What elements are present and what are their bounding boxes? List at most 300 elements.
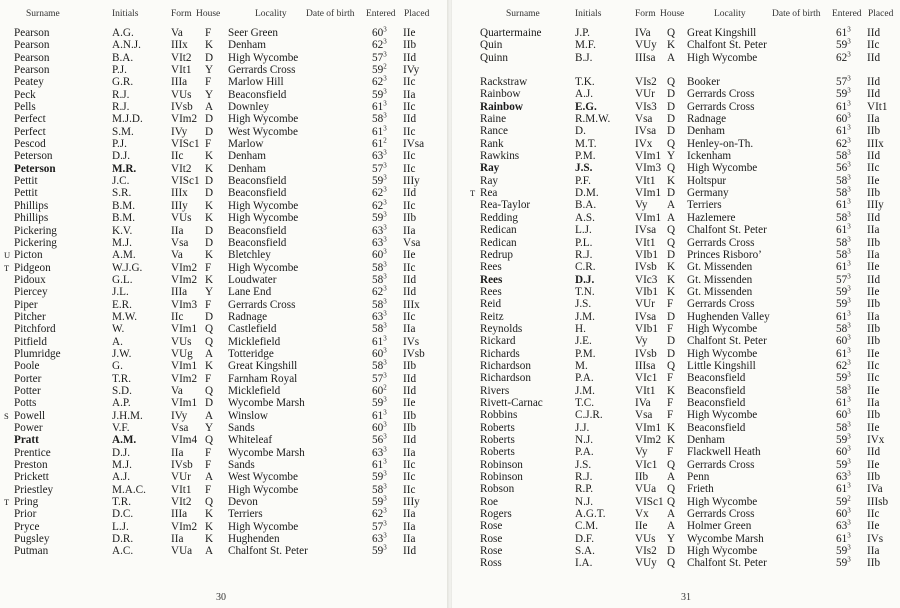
locality-cell: Winslow — [228, 409, 268, 422]
placed-cell: IVsa — [403, 138, 425, 151]
surname-cell: Pells — [14, 101, 36, 114]
form-cell: IIe — [635, 520, 648, 533]
entered-year: 59 — [372, 64, 384, 77]
placed-cell: IVs — [403, 335, 420, 348]
entered-year: 62 — [372, 39, 384, 52]
placed-cell: IId — [403, 113, 417, 126]
form-cell: VUa — [635, 483, 657, 496]
entered-year: 61 — [836, 224, 848, 237]
surname-cell: Pidoux — [14, 273, 46, 286]
initials-cell: A.C. — [112, 545, 134, 558]
surname-cell: Potts — [14, 397, 37, 410]
locality-cell: Sands — [228, 459, 255, 472]
initials-cell: A.J. — [575, 88, 594, 101]
entered-term: 3 — [383, 370, 387, 379]
initials-cell: R.M.W. — [575, 113, 611, 126]
initials-cell: S.A. — [575, 545, 595, 558]
form-cell: VUr — [635, 88, 655, 101]
entered-year: 63 — [372, 533, 384, 546]
entered-term: 3 — [383, 198, 387, 207]
form-cell: VUs — [635, 532, 656, 545]
house-cell: K — [205, 150, 214, 163]
placed-cell: IIa — [403, 446, 416, 459]
initials-cell: B.A. — [575, 199, 597, 212]
entered-year: 60 — [372, 384, 384, 397]
form-cell: IIa — [171, 224, 184, 237]
locality-cell: Beaconsfield — [228, 224, 287, 237]
placed-cell: IIe — [867, 261, 880, 274]
entered-term: 3 — [847, 160, 851, 169]
table-row — [452, 27, 900, 39]
initials-cell: J.L. — [112, 286, 129, 299]
initials-cell: A.G.T. — [575, 508, 606, 521]
placed-cell: IIb — [867, 125, 881, 138]
form-cell: VIb1 — [635, 322, 658, 335]
locality-cell: Gerrards Cross — [687, 88, 755, 101]
entered-year: 63 — [372, 150, 384, 163]
surname-cell: Potter — [14, 384, 41, 397]
initials-cell: K.V. — [112, 224, 133, 237]
table-row — [0, 237, 448, 249]
table-row — [0, 296, 448, 311]
locality-cell: High Wycombe — [228, 51, 299, 64]
entered-term: 3 — [383, 346, 387, 355]
entered-term: 3 — [383, 272, 387, 281]
placed-cell: IIIsb — [867, 495, 889, 508]
entered-term: 3 — [383, 296, 387, 305]
house-cell: F — [667, 409, 674, 422]
entered-year: 61 — [836, 396, 848, 409]
entered-cell — [836, 49, 851, 64]
surname-cell: Poole — [14, 360, 40, 373]
entered-year: 58 — [836, 248, 848, 261]
locality-cell: Loudwater — [228, 273, 277, 286]
placed-cell: IIe — [403, 27, 416, 39]
entered-year: 61 — [836, 347, 848, 360]
table-row — [0, 348, 448, 360]
table-row — [0, 212, 448, 224]
initials-cell: W. — [112, 323, 125, 336]
locality-cell: Bletchley — [228, 249, 271, 262]
locality-cell: Beaconsfield — [687, 372, 746, 385]
entered-year: 61 — [372, 101, 384, 114]
entered-year: 59 — [836, 495, 848, 508]
locality-cell: Radnage — [687, 113, 727, 126]
house-cell: D — [205, 187, 214, 200]
entered-year: 62 — [372, 187, 384, 200]
placed-cell: IIe — [867, 520, 880, 533]
locality-cell: High Wycombe — [228, 113, 299, 126]
initials-cell: B.M. — [112, 212, 136, 225]
placed-cell: IIb — [867, 409, 881, 422]
surname-cell: Rees — [480, 273, 503, 286]
form-cell: VUr — [635, 298, 655, 311]
locality-cell: Chalfont St. Peter — [687, 335, 767, 348]
entered-term: 3 — [847, 148, 851, 157]
locality-cell: Micklefield — [228, 384, 281, 397]
form-cell: VUs — [171, 88, 192, 101]
initials-cell: J.S. — [575, 298, 592, 311]
form-cell: IIIa — [171, 286, 188, 299]
entered-year: 58 — [372, 273, 384, 286]
placed-cell: IId — [403, 372, 417, 385]
surname-cell: Putman — [14, 545, 49, 558]
surname-cell: Roberts — [480, 434, 515, 446]
entered-term: 3 — [847, 173, 851, 182]
table-row — [452, 323, 900, 335]
placed-cell: IIe — [403, 397, 416, 410]
entered-year: 61 — [836, 100, 848, 113]
prefix-mark: T — [4, 262, 10, 273]
table-row — [0, 49, 448, 64]
locality-cell: Denham — [687, 434, 725, 446]
house-cell: F — [667, 372, 674, 385]
initials-cell: G.L. — [112, 273, 133, 286]
initials-cell: L.J. — [575, 224, 592, 237]
entered-term: 3 — [383, 457, 387, 466]
entered-year: 62 — [372, 286, 384, 299]
surname-cell: Reitz — [480, 310, 504, 323]
table-row — [0, 533, 448, 545]
entered-year: 61 — [836, 483, 848, 496]
locality-cell: Booker — [687, 76, 720, 89]
locality-cell: Gt. Missenden — [687, 261, 753, 274]
placed-cell: IIc — [403, 471, 416, 484]
form-cell: VIm1 — [171, 397, 198, 410]
house-cell: Q — [667, 483, 676, 496]
house-cell: Q — [667, 458, 676, 471]
locality-cell: Hughenden Valley — [687, 310, 770, 323]
placed-cell: IIc — [867, 372, 880, 385]
placed-cell: IIc — [403, 162, 416, 175]
entered-term: 3 — [847, 49, 851, 58]
entered-year: 58 — [372, 323, 384, 336]
house-cell: K — [667, 174, 676, 187]
page-number: 30 — [216, 592, 226, 603]
initials-cell: D.C. — [112, 508, 134, 521]
form-cell: IVx — [635, 137, 653, 150]
form-cell: VUa — [171, 545, 193, 558]
table-row — [0, 113, 448, 125]
entered-year: 59 — [836, 434, 848, 446]
entered-year: 59 — [372, 175, 384, 188]
initials-cell: J.M. — [575, 310, 595, 323]
register-list — [0, 27, 448, 558]
initials-cell: D.F. — [575, 532, 594, 545]
form-cell: IVsa — [635, 125, 657, 138]
initials-cell: P.L. — [575, 236, 593, 249]
entered-year: 59 — [372, 212, 384, 225]
locality-cell: Denham — [228, 150, 266, 163]
entered-year: 59 — [836, 458, 848, 471]
entered-year: 61 — [836, 532, 848, 545]
house-cell: K — [205, 162, 214, 175]
entered-term: 3 — [383, 358, 387, 367]
placed-cell: IIa — [403, 533, 416, 546]
placed-cell: IIa — [403, 508, 416, 521]
form-cell: VUs — [171, 212, 192, 225]
entered-term: 3 — [383, 259, 387, 268]
locality-cell: Terriers — [687, 199, 722, 212]
locality-cell: Beaconsfield — [228, 88, 287, 101]
surname-cell: Pettit — [14, 187, 38, 200]
house-cell: K — [205, 508, 214, 521]
entered-term: 3 — [383, 222, 387, 231]
table-row — [452, 187, 900, 199]
form-cell: VIs2 — [635, 76, 657, 89]
entered-year: 61 — [836, 310, 848, 323]
surname-cell: Pearson — [14, 51, 50, 64]
placed-cell: IId — [403, 545, 417, 558]
entered-term: 3 — [383, 395, 387, 404]
entered-year: 60 — [836, 508, 848, 521]
entered-year: 57 — [372, 372, 384, 385]
surname-cell: Pickering — [14, 236, 57, 249]
locality-cell: Germany — [687, 187, 729, 200]
table-row — [0, 545, 448, 557]
surname-cell: Raine — [480, 113, 507, 126]
entered-term: 3 — [383, 469, 387, 478]
surname-cell: Quartermaine — [480, 27, 542, 39]
house-cell: D — [667, 335, 676, 348]
entered-term: 3 — [847, 136, 851, 145]
form-cell: IVy — [171, 409, 188, 422]
table-row — [0, 360, 448, 372]
locality-cell: Denham — [228, 39, 266, 52]
form-cell: IVsb — [635, 261, 657, 274]
house-cell: D — [205, 51, 214, 64]
table-row — [0, 150, 448, 162]
initials-cell: N.J. — [575, 434, 594, 446]
surname-cell: Piercey — [14, 286, 48, 299]
placed-cell: IIc — [403, 310, 416, 323]
house-cell: D — [667, 187, 676, 200]
table-row — [452, 271, 900, 286]
table-row — [452, 199, 900, 211]
entered-term: 3 — [847, 25, 851, 34]
table-row — [0, 200, 448, 212]
table-row — [0, 86, 448, 101]
initials-cell: J.M. — [575, 384, 595, 397]
surname-cell: Pitcher — [14, 310, 46, 323]
placed-cell: IId — [403, 434, 417, 447]
entered-year: 60 — [372, 422, 384, 434]
locality-cell: Flackwell Heath — [687, 446, 761, 459]
house-cell: F — [205, 446, 212, 459]
entered-term: 3 — [847, 308, 851, 317]
entered-year: 58 — [372, 113, 384, 126]
surname-cell: Redican — [480, 224, 517, 237]
table-row — [0, 385, 448, 397]
surname-cell: Phillips — [14, 212, 49, 225]
entered-year: 56 — [836, 162, 848, 175]
surname-cell: Rivers — [480, 384, 510, 397]
placed-cell: IIb — [403, 212, 417, 225]
locality-cell: Beaconsfield — [228, 187, 287, 200]
initials-cell: M. — [575, 359, 588, 372]
initials-cell: N.J. — [575, 495, 594, 508]
initials-cell: P.J. — [112, 138, 127, 151]
surname-cell: Reid — [480, 298, 502, 311]
initials-cell: R.J. — [112, 101, 130, 114]
placed-cell: VIt1 — [867, 100, 888, 113]
initials-cell: J.E. — [575, 335, 592, 348]
placed-cell: IIb — [403, 422, 417, 434]
entered-year: 61 — [836, 27, 848, 39]
locality-cell: Gerrards Cross — [687, 236, 755, 249]
initials-cell: D.M. — [575, 187, 599, 200]
house-cell: K — [667, 39, 676, 52]
surname-cell: Pidgeon — [14, 261, 51, 274]
table-row — [452, 471, 900, 483]
surname-cell: Rackstraw — [480, 76, 528, 89]
entered-year: 59 — [836, 88, 848, 101]
initials-cell: R.J. — [112, 88, 130, 101]
entered-year: 57 — [372, 520, 384, 533]
surname-cell: Robinson — [480, 458, 523, 471]
initials-cell: M.F. — [575, 39, 596, 52]
initials-cell: M.T. — [575, 137, 597, 150]
surname-cell: Pryce — [14, 520, 40, 533]
locality-cell: Beaconsfield — [228, 236, 287, 249]
initials-cell: C.J.R. — [575, 409, 603, 422]
form-cell: VIm2 — [171, 113, 198, 126]
entered-term: 3 — [847, 259, 851, 268]
form-cell: Va — [171, 27, 183, 39]
locality-cell: Wycombe Marsh — [687, 532, 764, 545]
placed-cell: IIa — [867, 248, 880, 261]
table-row — [452, 508, 900, 520]
entered-term: 3 — [383, 333, 387, 342]
locality-cell: High Wycombe — [687, 409, 758, 422]
placed-cell: IIa — [867, 224, 880, 237]
placed-cell: IIe — [867, 384, 880, 397]
form-cell: VIm4 — [171, 434, 198, 447]
header-dob: Date of birth — [306, 9, 355, 19]
surname-cell: Pearson — [14, 39, 50, 52]
header-initials: Initials — [575, 9, 602, 19]
form-cell: VIs2 — [635, 545, 657, 558]
entered-year: 63 — [836, 520, 848, 533]
entered-term: 3 — [847, 222, 851, 231]
table-row — [452, 335, 900, 347]
initials-cell: B.A. — [112, 51, 134, 64]
house-cell: Y — [667, 150, 676, 163]
initials-cell: A.M. — [112, 249, 136, 262]
entered-year: 57 — [372, 51, 384, 64]
entered-term: 3 — [847, 444, 851, 453]
initials-cell: J.C. — [112, 175, 130, 188]
initials-cell: A.S. — [575, 211, 595, 224]
form-cell: IIIa — [171, 76, 188, 89]
locality-cell: Little Kingshill — [687, 359, 756, 372]
form-cell: IIc — [171, 150, 184, 163]
form-cell: VIt2 — [171, 162, 192, 175]
placed-cell: IIb — [403, 409, 417, 422]
table-row — [0, 187, 448, 199]
form-cell: IVsa — [635, 224, 657, 237]
placed-cell: IIIy — [403, 496, 420, 509]
locality-cell: High Wycombe — [687, 322, 758, 335]
locality-cell: Beaconsfield — [687, 421, 746, 434]
house-cell: D — [667, 347, 676, 360]
placed-cell: IId — [867, 446, 881, 459]
locality-cell: Hazlemere — [687, 211, 736, 224]
locality-cell: Lane End — [228, 286, 272, 299]
table-row — [452, 382, 900, 397]
header-dob: Date of birth — [772, 9, 821, 19]
table-row — [0, 434, 448, 446]
house-cell: F — [667, 322, 674, 335]
form-cell: IIIx — [171, 39, 188, 52]
table-row — [452, 39, 900, 51]
house-cell: D — [205, 224, 214, 237]
locality-cell: High Wycombe — [687, 495, 758, 508]
house-cell: D — [667, 88, 676, 101]
entered-year: 57 — [836, 273, 848, 286]
entered-year: 61 — [836, 125, 848, 138]
table-row — [452, 493, 900, 508]
placed-cell: IIc — [867, 162, 880, 175]
placed-cell: IId — [867, 150, 881, 163]
placed-cell: IIb — [867, 298, 881, 311]
table-row — [452, 345, 900, 360]
house-cell: F — [667, 446, 674, 459]
table-row — [452, 175, 900, 187]
house-cell: F — [205, 459, 212, 472]
house-cell: D — [667, 248, 676, 261]
surname-cell: Perfect — [14, 113, 46, 126]
initials-cell: A.M. — [112, 434, 137, 447]
placed-cell: IId — [403, 51, 417, 64]
entered-term: 3 — [847, 481, 851, 490]
initials-cell: J.W. — [112, 347, 132, 360]
table-row — [452, 162, 900, 174]
entered-year: 58 — [836, 322, 848, 335]
table-row — [0, 286, 448, 298]
initials-cell: M.J. — [112, 459, 132, 472]
initials-cell: J.S. — [575, 162, 593, 175]
house-cell: K — [205, 360, 214, 373]
surname-cell: Pickering — [14, 224, 57, 237]
locality-cell: Radnage — [228, 310, 268, 323]
locality-cell: Farnham Royal — [228, 372, 298, 385]
surname-cell: Rees — [480, 261, 502, 274]
house-cell: D — [205, 125, 214, 138]
form-cell: VIm1 — [635, 211, 662, 224]
surname-cell: Reynolds — [480, 322, 523, 335]
initials-cell: A.J. — [112, 471, 131, 484]
house-cell: D — [205, 236, 214, 249]
house-cell: A — [667, 508, 676, 521]
initials-cell: D. — [575, 125, 586, 138]
entered-term: 3 — [383, 148, 387, 157]
initials-cell: D.R. — [112, 533, 134, 546]
table-row — [0, 333, 448, 348]
form-cell: Vx — [635, 508, 649, 521]
entered-year: 58 — [836, 211, 848, 224]
initials-cell: G.R. — [112, 76, 134, 89]
locality-cell: High Wycombe — [687, 51, 758, 64]
initials-cell: I.A. — [575, 557, 593, 570]
table-row — [452, 98, 900, 113]
entered-term: 3 — [847, 469, 851, 478]
locality-cell: Princes Risboro’ — [687, 248, 762, 261]
table-row — [452, 286, 900, 298]
form-cell: VISc1 — [171, 138, 200, 151]
initials-cell: S.D. — [112, 384, 132, 397]
entered-year: 59 — [836, 557, 848, 570]
